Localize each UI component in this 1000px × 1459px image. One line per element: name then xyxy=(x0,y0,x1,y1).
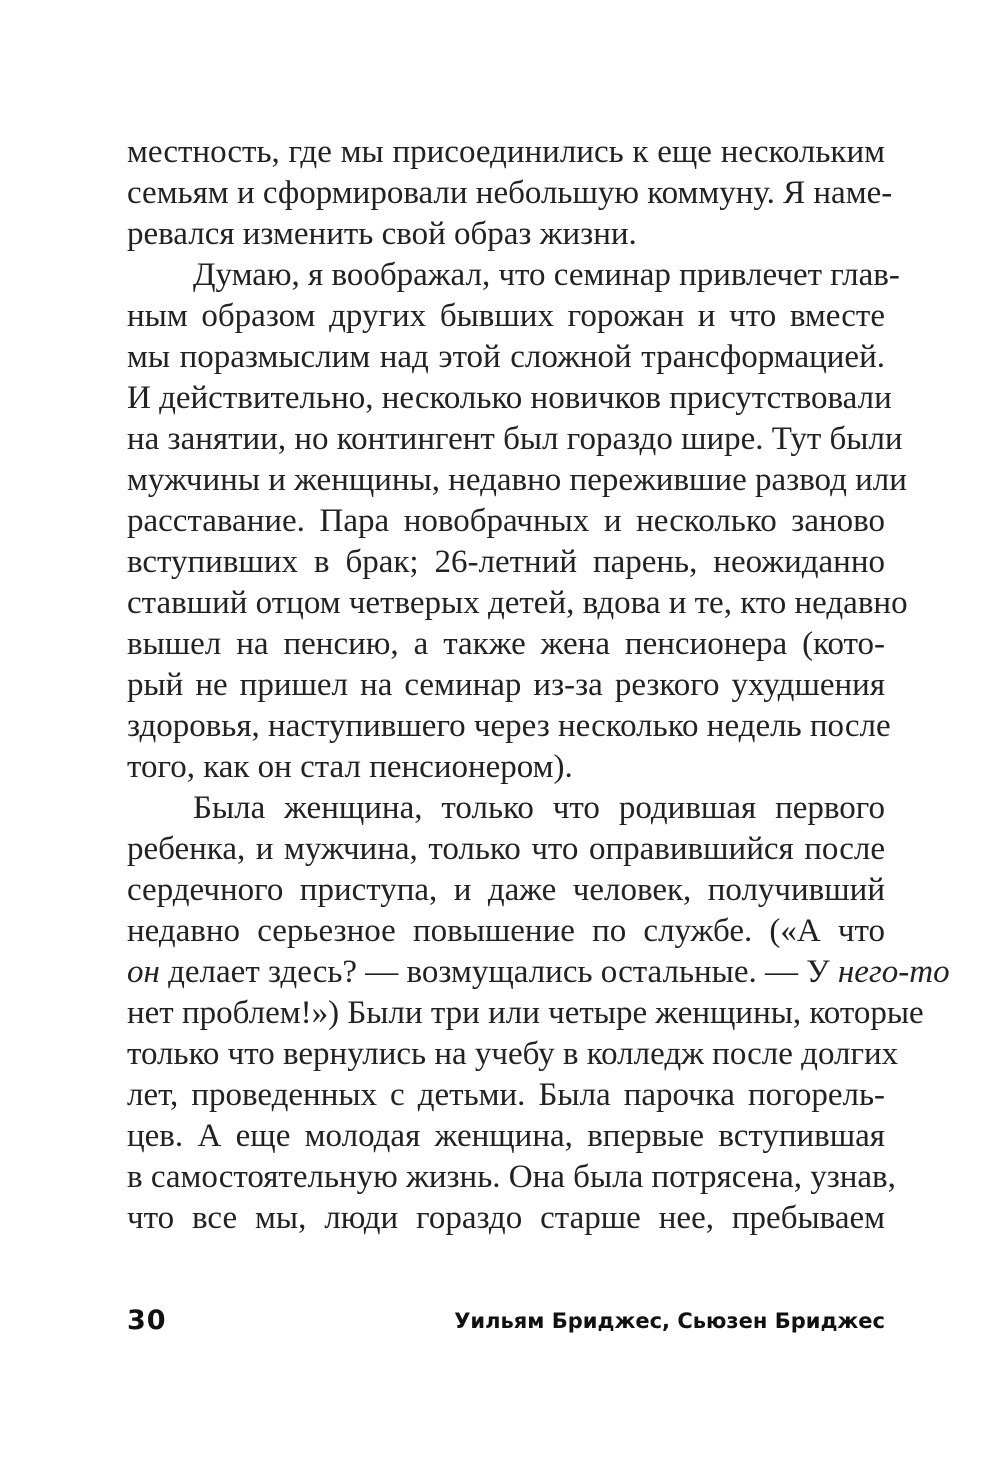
text-line: ным образом других бывших горожан и что вместе xyxy=(127,298,885,334)
running-head-authors: Уильям Бриджес, Сьюзен Бриджес xyxy=(454,1309,885,1333)
text-line: расставание. Пара новобрачных и несколько заново xyxy=(127,503,885,539)
text-line: сердечного приступа, и даже человек, получивший xyxy=(127,872,885,908)
italic-word: он xyxy=(127,954,160,990)
text-line: вступивших в брак; 26-летний парень, неожиданно xyxy=(127,544,885,580)
text-line: в самостоятельную жизнь. Она была потрясена, узнав, xyxy=(127,1159,896,1195)
text-line: ревался изменить свой образ жизни. xyxy=(127,216,637,252)
text-line: рый не пришел на семинар из-за резкого ухудшения xyxy=(127,667,885,703)
text-line: цев. А еще молодая женщина, впервые вступившая xyxy=(127,1118,885,1154)
text-line: И действительно, несколько новичков присутствовали xyxy=(127,380,892,416)
text-line: что все мы, люди гораздо старше нее, пребываем xyxy=(127,1200,885,1236)
text-line: мужчины и женщины, недавно пережившие развод или xyxy=(127,462,907,498)
text-line: здоровья, наступившего через несколько недель после xyxy=(127,708,891,744)
text-line: только что вернулись на учебу в колледж после долгих xyxy=(127,1036,899,1072)
paragraph-first-line: Думаю, я воображал, что семинар привлечет глав- xyxy=(193,257,900,293)
text-line: на занятии, но контингент был гораздо шире. Тут были xyxy=(127,421,903,457)
text-line: семьям и сформировали небольшую коммуну. Я наме- xyxy=(127,175,893,211)
page-body-text xyxy=(127,132,950,1239)
text-line-with-italics xyxy=(127,952,950,993)
text-line: местность, где мы присоединились к еще нескольким xyxy=(127,134,885,170)
text-line: вышел на пенсию, а также жена пенсионера (кото- xyxy=(127,626,885,662)
italic-word: него-то xyxy=(837,954,950,990)
page-number: 30 xyxy=(127,1305,167,1336)
text-line: того, как он стал пенсионером). xyxy=(127,749,573,785)
text-line: недавно серьезное повышение по службе. («А что xyxy=(127,913,885,949)
text-line: лет, проведенных с детьми. Была парочка погорель- xyxy=(127,1077,885,1113)
text-line: ребенка, и мужчина, только что оправившийся после xyxy=(127,831,885,867)
text-segment: делает здесь? — возмущались остальные. — У xyxy=(159,954,838,990)
text-line: нет проблем!») Были три или четыре женщины, которые xyxy=(127,995,924,1031)
paragraph-first-line: Была женщина, только что родившая первого xyxy=(193,790,885,826)
page-footer xyxy=(127,1305,885,1345)
text-line: ставший отцом четверых детей, вдова и те, кто недавно xyxy=(127,585,908,621)
text-line: мы поразмыслим над этой сложной трансформацией. xyxy=(127,339,885,375)
